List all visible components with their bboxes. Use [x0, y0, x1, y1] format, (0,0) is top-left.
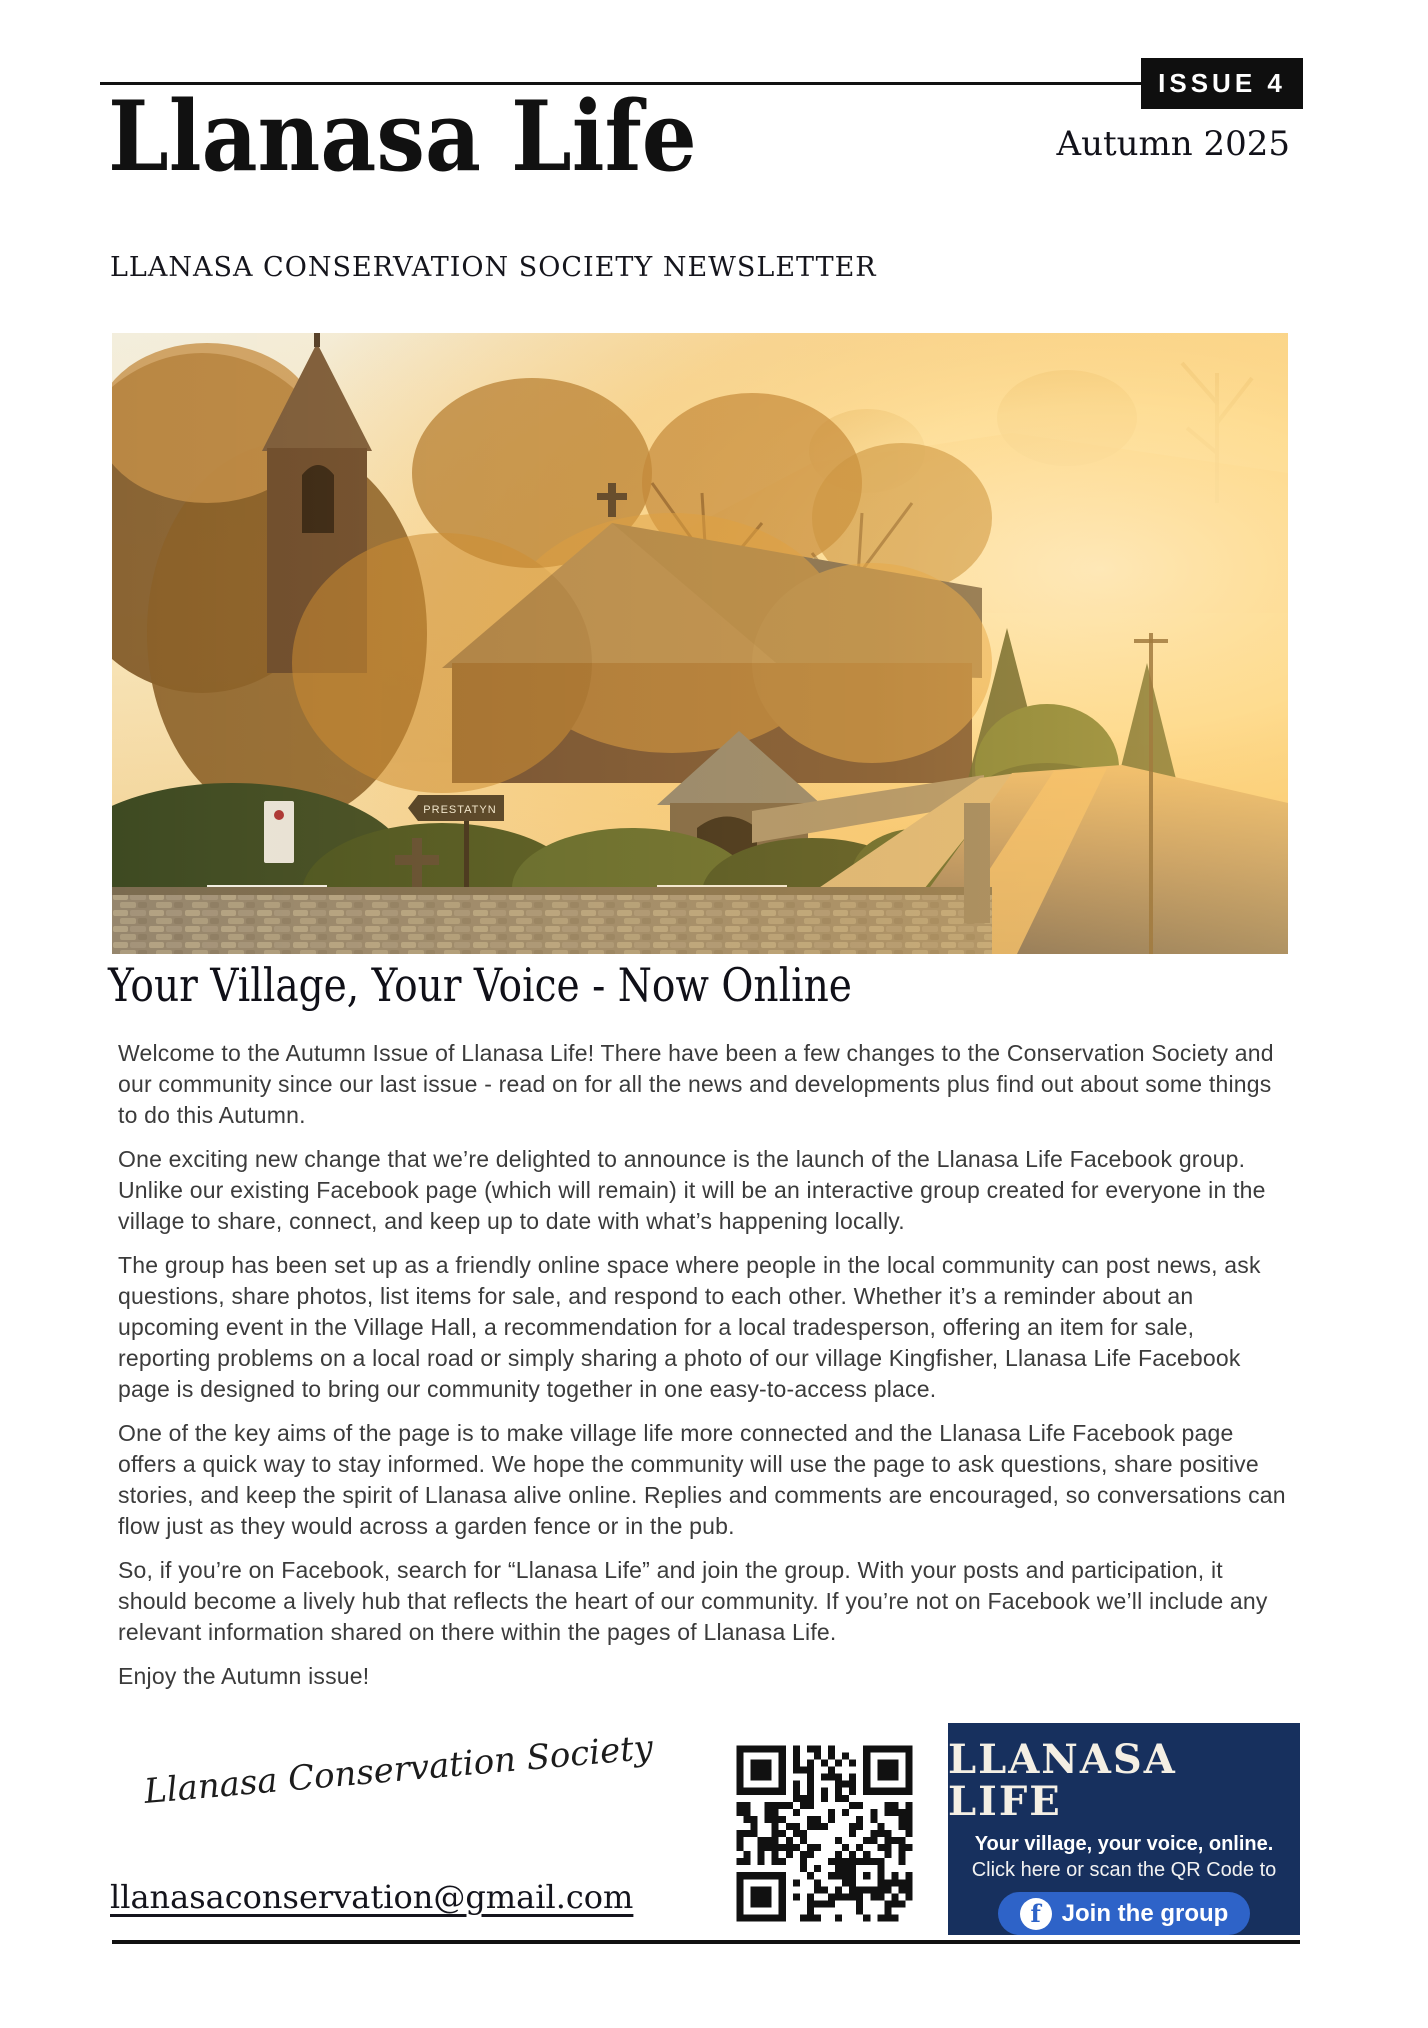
paragraph: So, if you’re on Facebook, search for “Llanasa Life” and join the group. With your posts and participation, it should become a lively hub that reflects the heart of our community. If you’re not on Facebook we’ll include any relevant information shared on there within the pages of Llanasa Life.	[118, 1557, 1268, 1645]
hero-photo	[112, 333, 1288, 954]
facebook-icon: f	[1020, 1898, 1052, 1930]
email-link[interactable]: llanasaconservation@gmail.com	[110, 1878, 634, 1916]
paragraph: One exciting new change that we’re delighted to announce is the launch of the Llanasa Life Facebook group. Unlike our existing Facebook page (which will remain) it will be an interactive group created for everyone in the village to share, connect, and keep up to date with what’s happening locally.	[118, 1146, 1266, 1234]
paragraph: Welcome to the Autumn Issue of Llanasa Life! There have been a few changes to the Conservation Society and our community since our last issue - read on for all the news and developments plus find out about some things to do this Autumn.	[118, 1040, 1274, 1128]
promo-tagline: Your village, your voice, online.	[974, 1833, 1274, 1855]
paragraph: The group has been set up as a friendly online space where people in the local community can post news, ask questions, share photos, list items for sale, and respond to each other. Whether it’s a reminder about an upcoming event in the Village Hall, a recommendation for a local tradesperson, offering an item for sale, reporting problems on a local road or simply sharing a photo of our village Kingfisher, Llanasa Life Facebook page is designed to bring our community together in one easy-to-access place.	[118, 1252, 1261, 1402]
qr-code	[728, 1737, 921, 1930]
promo-cta-line: Click here or scan the QR Code to	[971, 1859, 1277, 1881]
article-body	[118, 1038, 1290, 1705]
handwritten-signature: Llanasa Conservation Society	[142, 1727, 655, 1812]
facebook-promo-box[interactable]	[948, 1723, 1300, 1935]
promo-title: LLANASA LIFE	[948, 1736, 1177, 1825]
paragraph: Enjoy the Autumn issue!	[118, 1663, 370, 1689]
warm-light-overlay	[112, 333, 1288, 954]
footer-rule	[112, 1940, 1300, 1944]
article-headline: Your Village, Your Voice - Now Online	[108, 958, 852, 1012]
masthead-title: Llanasa Life	[108, 80, 697, 193]
paragraph: One of the key aims of the page is to make village life more connected and the Llanasa Life Facebook page offers a quick way to stay informed. We hope the community will use the page to ask questions, share positive stories, and keep the spirit of Llanasa alive online. Replies and comments are encouraged, so conversations can flow just as they would across a garden fence or in the pub.	[118, 1420, 1286, 1539]
issue-badge: ISSUE 4	[1141, 58, 1303, 109]
newsletter-subtitle: LLANASA CONSERVATION SOCIETY NEWSLETTER	[110, 252, 877, 283]
edition-date: Autumn 2025	[1056, 124, 1290, 164]
join-group-label: Join the group	[1061, 1899, 1229, 1927]
join-group-button[interactable]	[998, 1892, 1250, 1935]
